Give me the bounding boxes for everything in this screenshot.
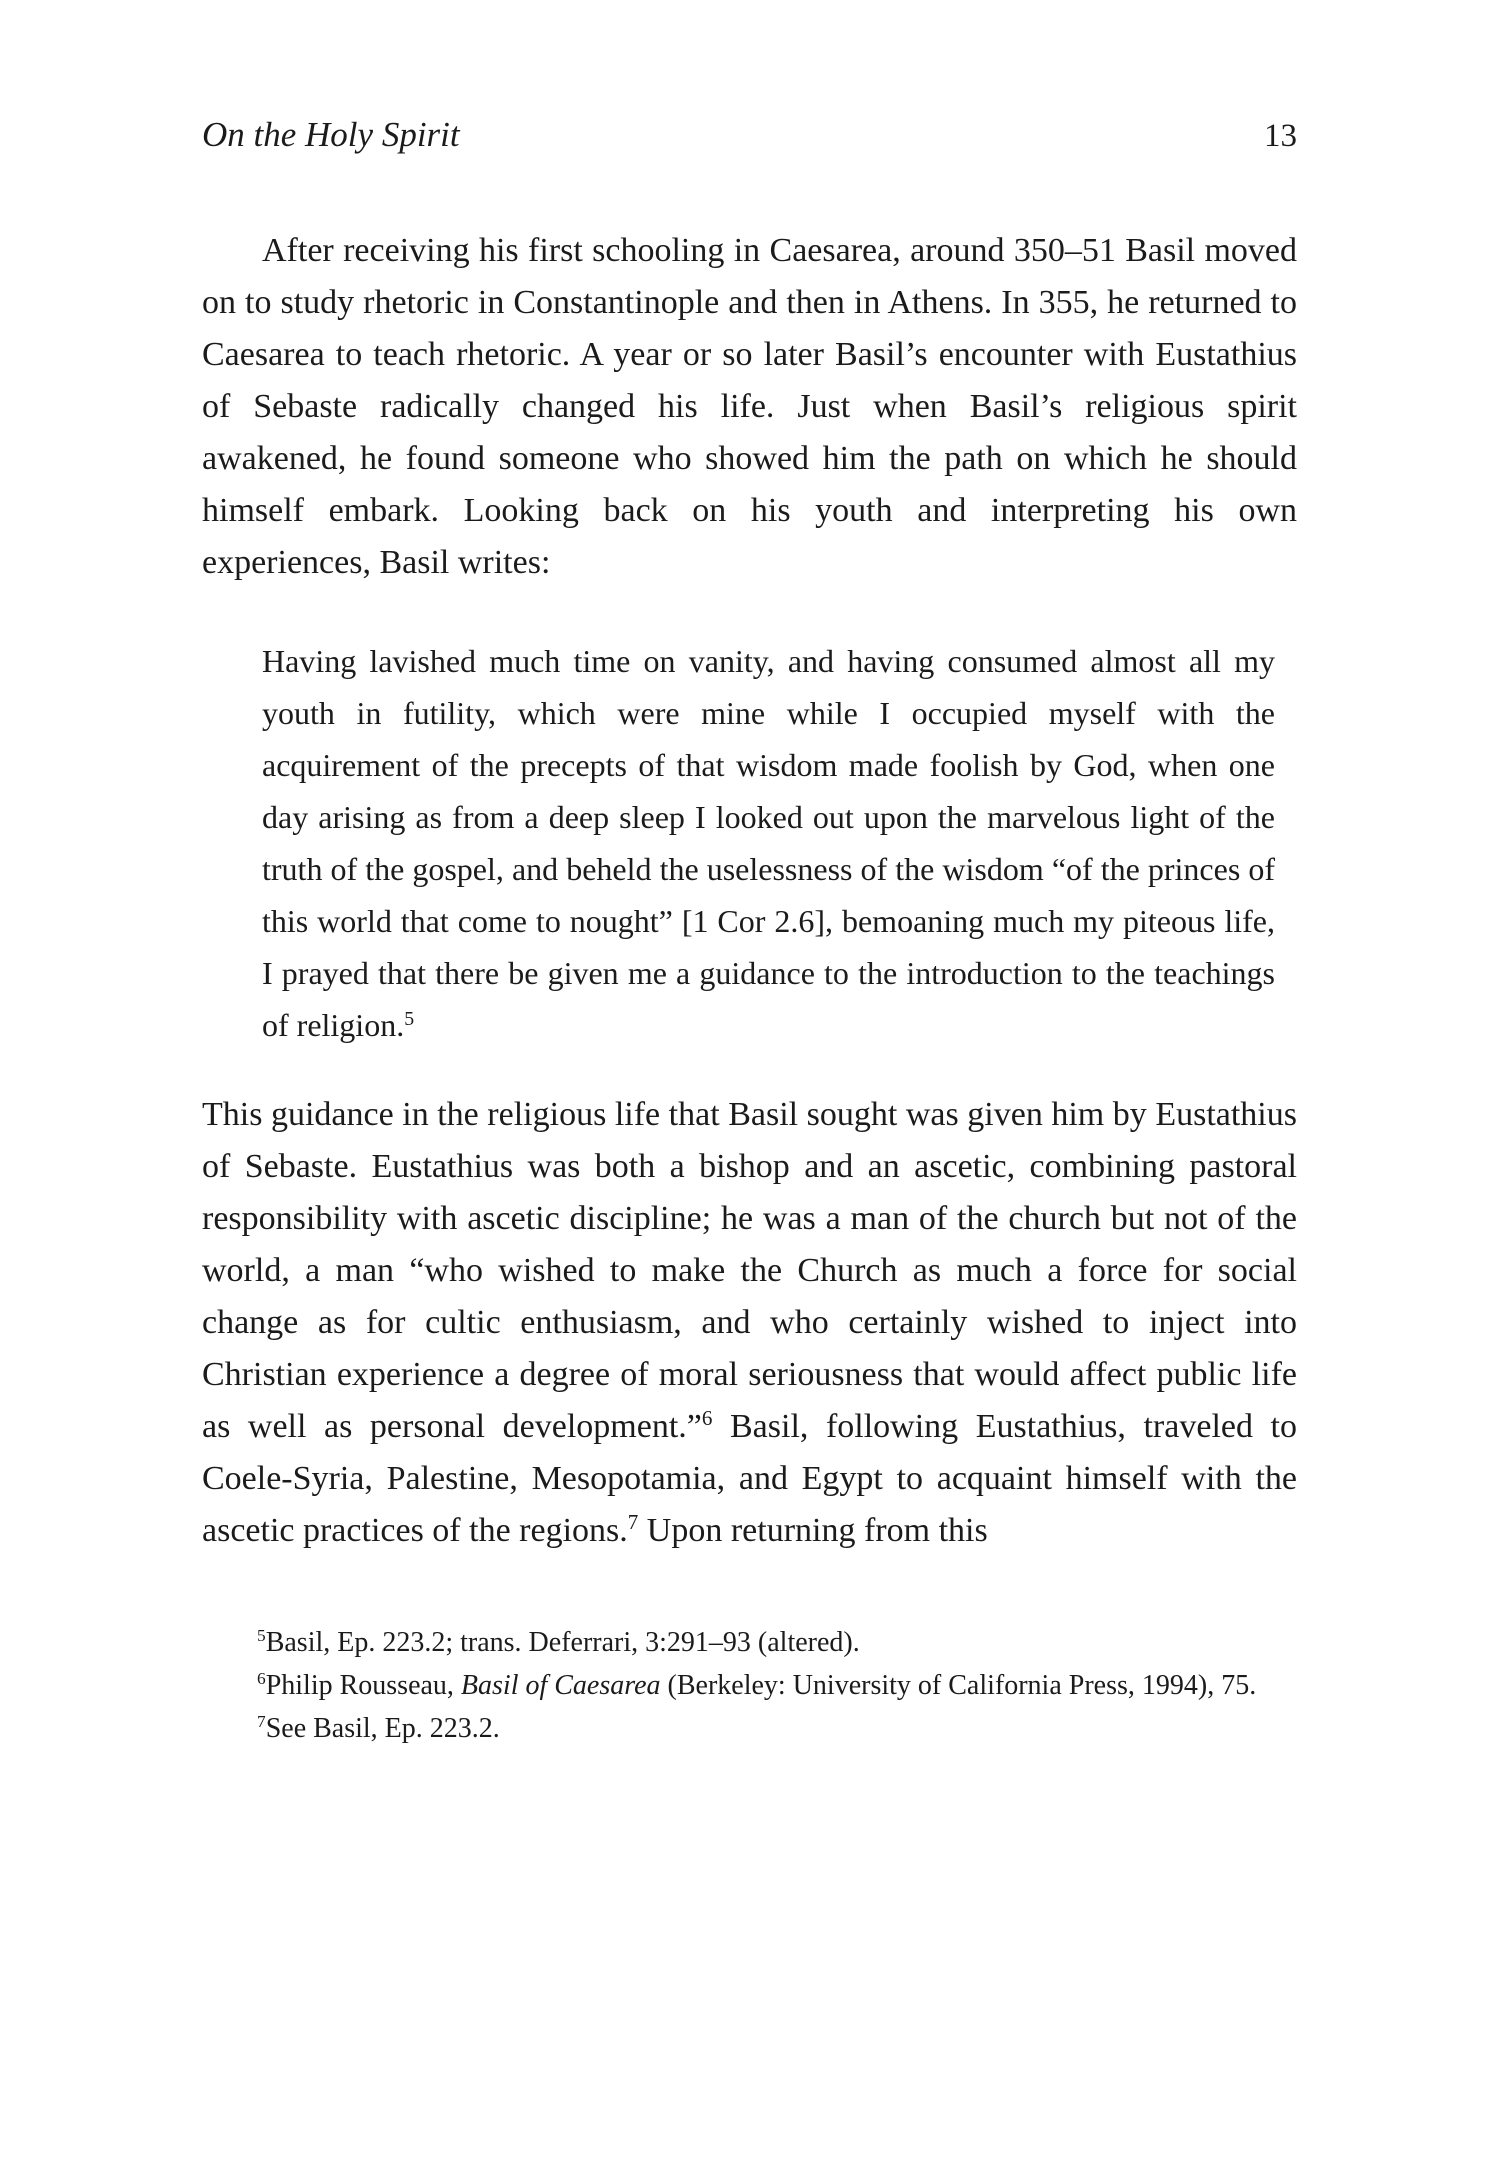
footnote-6-marker: 6 [257,1669,266,1689]
block-quote-basil-letter [262,635,1275,1051]
footnote-ref-7: 7 [627,1510,639,1535]
quote-text: Having lavished much time on vanity, and having consumed almost all my youth in futility, which were mine while I occupied myself with the acquirement of the precepts of that wisdom made foolish by God, when one day arising as from a deep sleep I looked out upon the marvelous light of the truth of the gospel, and beheld the uselessness of the wisdom “of the princes of this world that come to nought” [1 Cor 2.6], bemoaning much my piteous life, I prayed that there be given me a guidance to the introduction to the teachings of religion. [262,643,1275,1043]
footnote-5 [202,1621,1297,1664]
footnote-7 [202,1707,1297,1750]
footnote-7-marker: 7 [257,1712,266,1732]
paragraph-eustathius [202,1089,1297,1557]
paragraph-eustathius-text-2: Basil, following Eustathius, traveled to Coele-Syria, Palestine, Mesopotamia, and Egypt to acquaint himself with the ascetic practices of the regions. [202,1408,1297,1549]
footnote-ref-5: 5 [404,1008,415,1031]
footnote-6-text-before: Philip Rousseau, [265,1670,461,1701]
paragraph-eustathius-text-3: Upon returning from this [638,1512,988,1549]
footnote-6 [202,1664,1297,1707]
footnote-ref-6: 6 [701,1406,713,1431]
paragraph-eustathius-text-1: This guidance in the religious life that Basil sought was given him by Eustathius of Sebaste. Eustathius was both a bishop and an ascetic, combining pastoral responsibility with ascetic discipline; he was a man of the church but not of the world, a man “who wished to make the Church as much a force for social change as for cultic enthusiasm, and who certainly wished to inject into Christian experience a degree of moral seriousness that would affect public life as well as personal development.” [202,1096,1297,1445]
footnotes-section [202,1621,1297,1750]
footnote-6-text-after: (Berkeley: University of California Press, 1994), 75. [660,1670,1257,1701]
footnote-5-marker: 5 [257,1626,266,1646]
running-header [202,112,1297,159]
footnote-5-text: Basil, Ep. 223.2; trans. Deferrari, 3:291–93 (altered). [265,1627,860,1658]
footnote-7-text: See Basil, Ep. 223.2. [265,1713,500,1744]
paragraph-biography: After receiving his first schooling in Caesarea, around 350–51 Basil moved on to study rhetoric in Constantinople and then in Athens. In 355, he returned to Caesarea to teach rhetoric. A year or so later Basil’s encounter with Eustathius of Sebaste radically changed his life. Just when Basil’s religious spirit awakened, he found someone who showed him the path on which he should himself embark. Looking back on his youth and interpreting his own experiences, Basil writes: [202,232,1297,581]
page-number: 13 [1264,118,1297,154]
footnote-6-book-title: Basil of Caesarea [460,1670,661,1701]
running-header-title: On the Holy Spirit [202,115,460,154]
